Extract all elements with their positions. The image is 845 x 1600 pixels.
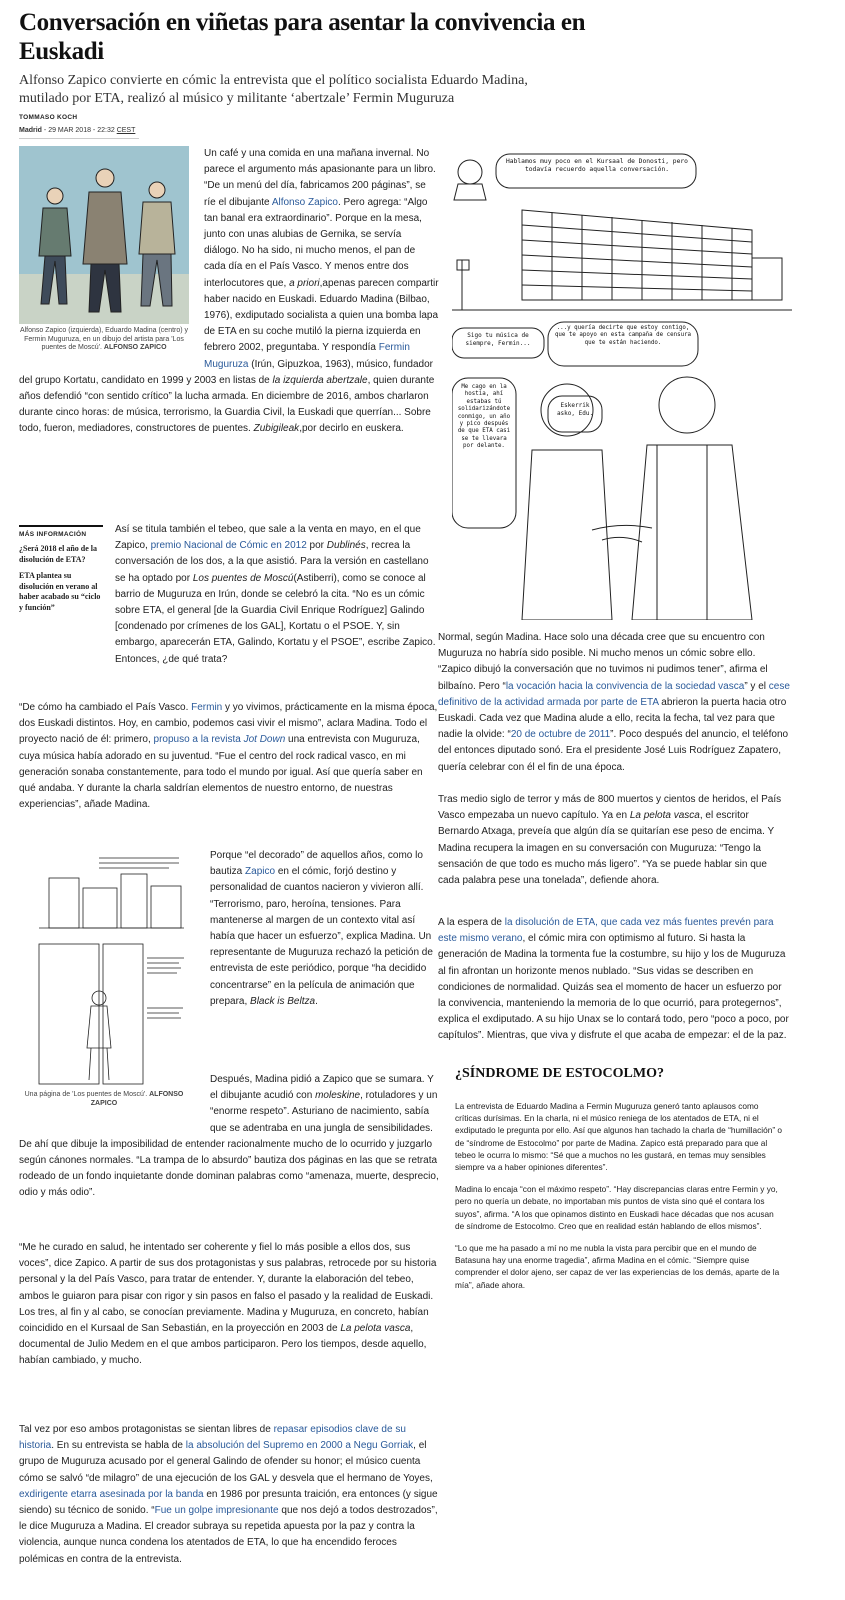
link-jot-down[interactable]: propuso a la revista Jot Down	[153, 734, 286, 746]
float-spacer	[19, 146, 204, 372]
more-info-link-1[interactable]: ¿Será 2018 el año de la disolución de ETA?	[19, 544, 97, 564]
dateline: Madrid - 29 MAR 2018 - 22:32 CEST	[19, 127, 136, 134]
link-disolucion-eta[interactable]: la disolución de ETA, que cada vez más fuentes prevén para este mismo verano	[438, 917, 774, 945]
link-fermin-muguruza[interactable]: Fermin Muguruza	[204, 342, 410, 370]
link-alfonso-zapico[interactable]: Alfonso Zapico	[271, 196, 338, 208]
paragraph-5: Después, Madina pidió a Zapico que se sumara. Y el dibujante acudió con moleskine, rotuladores y un “enorme respeto”. Asturiano de nacimiento, sabía que se adentraba en una jungla de sensibilidades. De ahí que dibuje la imposibilidad de entender racionalmente mucho de lo ocurrido y juzgarlo según cánones normales. “La trampa de lo absurdo” bautiza dos páginas en las que se retrata rodeado de un fondo inquietante donde dominan palabras como “amenaza, muerte, desprecio, odio y más odio”.	[19, 1074, 439, 1199]
paragraph-7: Tal vez por eso ambos protagonistas se sientan libres de repasar episodios clave de su historia. En su entrevista se habla de la absolución del Supremo en 2000 a Negu Gorriak, el grupo de Muguruza acusado por el general Galindo de ofender su honor; el músico cuenta cómo se salvó “de milagro” de una ejecución de los GAL y desvela que el hermano de Yoyes, exdirigente etarra asesinada por la banda en 1986 por presunta traición, era entonces (y sigue siendo) su técnico de sonido. “Fue un golpe impresionante que nos dejó a todos destrozados”, le dice Muguruza a Madina. El creador subraya su repetida apuesta por la paz y contra la violencia, aunque nunca condena los atentados de ETA, lo que ha encendido feroces polémicas en contra de la entrevista.	[19, 1424, 438, 1565]
link-20-octubre-2011[interactable]: 20 de octubre de 2011	[510, 729, 611, 741]
more-info-label: MÁS INFORMACIÓN	[19, 531, 87, 538]
bubble-1: Hablamos muy poco en el Kursaal de Donosti, pero todavía recuerdo aquella conversación.	[506, 158, 688, 173]
link-vocacion-convivencia[interactable]: la vocación hacia la convivencia de la sociedad vasca	[505, 680, 745, 692]
sidebar-paragraph-2: Madina lo encaja “con el máximo respeto”. “Hay discrepancias claras entre Fermin y yo, pero no quería un debate, no importaban mis puntos de vista sino qué el contara los suyos”, afirma. “A los que opinamos distinto en Euskadi hace décadas que nos acusan de síndrome de Estocolmo. Creo que en realidad están hablando de ellos mismos”.	[455, 1184, 778, 1231]
paragraph-r3: A la espera de la disolución de ETA, que cada vez más fuentes prevén para este mismo verano, el cómic mira con optimismo al futuro. Si hasta la generación de Madina la tormenta fue la costumbre, su hijo y los de Muguruza al fin afrontan un horizonte menos nublado. “Sus vidas se describen en condiciones de normalidad. Quizás sea el momento de hacer un esfuerzo por la convivencia, manteniendo la memoria de lo que ocurrió, para protegernos”, explica el exdiputado. A su hijo Unax se lo contará todo, pero “poco a poco, por capítulos”. Mientras, que viva y disfrute el que acaba de empezar: el de la paz.	[438, 917, 789, 1042]
paragraph-6: “Me he curado en salud, he intentado ser coherente y fiel lo más posible a ellos dos, sus voces”, dice Zapico. A partir de sus dos protagonistas y sus palabras, retrocede por su historia personal y la del País Vasco, para tratar de entender. Y, durante la elaboración del tebeo, ambos le guiaron para pisar con rigor y sin pasos en falso el pasado y la realidad de Euskadi. Los tres, al fin y al cabo, se conocían previamente. Madina y Muguruza, en concreto, habían coincidido en el Kursaal de San Sebastián, en la proyección en 2003 de La pelota vasca, documental de Julio Medem en el que ambos participaron. Pero los tiempos, desde aquello, habían cambiado, y mucho.	[19, 1242, 437, 1367]
photo2-caption: Una página de 'Los puentes de Moscú'.	[24, 1091, 148, 1098]
bubble-3: ...y quería decirte que estoy contigo, que te apoyo en esta campaña de censura que te están haciendo.	[554, 325, 692, 346]
link-fermin[interactable]: Fermin	[191, 702, 223, 713]
paragraph-r2: Tras medio siglo de terror y más de 800 muertos y cientos de heridos, el País Vasco empezaba un nuevo capítulo. Ya en La pelota vasca, el escritor Bernardo Atxaga, preveía que algún día se quitarían ese peso de encima. Y Madina recupera la imagen en su conversación con Muguruza: “Tengo la sensación de que todo es mucho más ligero”. “Ya se puede hablar sin que cada palabra pese una tonelada”, defiende ahora.	[438, 794, 782, 887]
link-zapico[interactable]: Zapico	[245, 866, 276, 878]
comic-page-illustration	[19, 848, 189, 1088]
photo1-credit: ALFONSO ZAPICO	[103, 344, 167, 351]
headline: Conversación en viñetas para asentar la convivencia en Euskadi	[19, 9, 586, 65]
link-cese-definitivo[interactable]: cese definitivo de la actividad armada por parte de ETA	[438, 680, 790, 708]
comic-illustration[interactable]	[452, 150, 792, 620]
photo-comic-page[interactable]	[19, 848, 189, 1108]
float-spacer	[19, 522, 115, 652]
divider	[19, 138, 139, 139]
link-absolucion-supremo[interactable]: la absolución del Supremo en 2000 a Negu Gorriak	[185, 1440, 414, 1452]
link-golpe-impresionante[interactable]: Fue un golpe impresionante	[154, 1505, 279, 1517]
subheadline: Alfonso Zapico convierte en cómic la entrevista que el político socialista Eduardo Madina, mutilado por ETA, realizó al músico y militante ‘abertzale’ Fermin Muguruza	[19, 73, 528, 106]
more-info-link-2[interactable]: ETA plantea su disolución en verano al haber acabado su “ciclo y función”	[19, 571, 101, 612]
date: 29 MAR 2018 - 22:32	[48, 127, 115, 134]
photo2-credit: ALFONSO ZAPICO	[90, 1091, 184, 1107]
photo1-caption: Alfonso Zapico (izquierda), Eduardo Madina (centro) y Fermin Muguruza, en un dibujo del artista para 'Los puentes de Moscú'.	[19, 327, 189, 351]
location: Madrid	[19, 127, 42, 134]
paragraph-2: Así se titula también el tebeo, que sale a la venta en mayo, en el que Zapico, premio Nacional de Cómic en 2012 por Dublinés, recrea la conversación de los dos, a la que asistió. Para la versión en castellano se ha optado por Los puentes de Moscú(Astiberri), como se conoce al barrio de Muguruza en Irún, donde se celebró la cita. “No es un cómic sobre ETA, el general [de la Guardia Civil Enrique Rodríguez] Galindo [condenado por crímenes de los GAL], Kortatu o el PSOE. Y, sin embargo, aparecerán ETA, Galindo, Kortatu y el PSOE”, escribe Zapico. Entonces, ¿de qué trata?	[19, 522, 439, 668]
paragraph-1: Un café y una comida en una mañana invernal. No parece el argumento más apasionante para un libro. “De un menú del día, fabricamos 200 páginas”, se ríe el dibujante Alfonso Zapico. Pero agrega: “Algo tan banal era extraordinario”. Porque en la mesa, junto con unas alubias de Gernika, se servía diálogo. No ha sido, ni mucho menos, el pan de cada día en el País Vasco. Y menos entre dos interlocutores que, a priori,apenas parecen compartir haber nacido en Euskadi. Eduardo Madina (Bilbao, 1976), exdiputado socialista a quien una bomba lapa de ETA en su coche mutiló la pierna izquierda en febrero 2002, preguntaba. Y respondía Fermin Muguruza (Irún, Gipuzkoa, 1963), músico, fundador del grupo Kortatu, candidato en 1999 y 2003 en listas de la izquierda abertzale, quien durante años defendió “con sentido crítico” la lucha armada. En diciembre de 2016, ambos charlaron durante cinco horas: de música, terrorismo, la Guardia Civil, la Euskadi que querrían... Sobre todo, fueron, mediadores, constructores de puentes. Zubigileak,por decirlo en euskera.	[19, 148, 439, 435]
sidebar-paragraph-3: “Lo que me ha pasado a mí no me nubla la vista para percibir que en el mundo de Batasuna hay una enorme tragedia”, afirma Madina en el cómic. “Siempre quise comprender el dolor ajeno, ser capaz de ver las experiencias de los demás, aparte de la mía”, añade ahora.	[455, 1243, 780, 1290]
paragraph-r1: Normal, según Madina. Hace solo una década cree que su encuentro con Muguruza no habría sido posible. Ni mucho menos un cómic sobre ello. “Zapico dibujó la conversación que no tuvimos ni pudimos tener”, afirma el bilbaíno. Pero “la vocación hacia la convivencia de la sociedad vasca” y el cese definitivo de la actividad armada por parte de ETA abrieron la puerta hacia otro Euskadi. Cada vez que Madina alude a ello, recita la fecha, tal vez para que nadie la olvide: “20 de octubre de 2011”. Poco después del anuncio, el teléfono del entonces diputado sonó. Era el presidente José Luis Rodríguez Zapatero, quería celebrar con él el fin de una época.	[438, 632, 790, 773]
bubble-2: Sigo tu música de siempre, Fermin...	[465, 332, 531, 347]
author-link[interactable]: TOMMASO KOCH	[19, 114, 78, 121]
timezone: CEST	[116, 127, 136, 134]
sidebar-paragraph-1: La entrevista de Eduardo Madina a Fermin Muguruza generó tanto aplausos como críticas durísimas. En la charla, ni el músico reniega de los atentados de ETA, ni el exdiputado le pregunta por ello. Así que algunos han tachado la charla de “humillación” o de “síndrome de Estocolmo” por parte de Madina. Zapico está preparado para que al tebeo le ocurra lo mismo: “Sé que a muchos no les gustará, en temas muy sensibles siempre va a haber opiniones diferentes”.	[455, 1101, 783, 1173]
sidebar-title: ¿SÍNDROME DE ESTOCOLMO?	[455, 1066, 664, 1081]
bubble-5: Eskerrik asko, Edu.	[556, 402, 594, 417]
link-exdirigente-etarra[interactable]: exdirigente etarra asesinada por la banda	[19, 1488, 204, 1500]
paragraph-3: “De cómo ha cambiado el País Vasco. Fermin y yo vivimos, prácticamente en la misma época, dos Euskadi distintos. Hoy, en cambio, podemos casi vivir el mismo”, aclara Madina. Todo el proyecto nació de él: primero, propuso a la revista Jot Down una entrevista con Muguruza, cuya música había adorado en su juventud. “Fue el centro del rock radical vasco, en mi generación sonaba constantemente, para todo el mundo por igual. Así que quería saber en qué andaba. Y durante la charla saldrían elementos de nuestro entorno, de nuestras experiencias”, añade Madina.	[19, 702, 438, 811]
paragraph-4: Porque “el decorado” de aquellos años, como lo bautiza Zapico en el cómic, forjó destino y personalidad de cuantos nacieron y vivieron allí. “Terrorismo, paro, heroína, tensiones. Para mantenerse al margen de un contexto vital así había que hacer un esfuerzo”, explica Madina. Un representante de Muguruza rechazó la petición de entrevista de este periódico, porque “ha decidido concentrarse” en la película de animación que prepara, Black is Beltza.	[210, 850, 433, 1007]
float-spacer	[19, 1072, 210, 1136]
bubble-4: Me cago en la hostia, ahí estabas tú solidarizándote conmigo, un año y pico después de que ETA casi se te llevara por delante.	[457, 384, 511, 450]
link-repasar-episodios[interactable]: repasar episodios clave de su historia	[19, 1424, 406, 1452]
sidebar-box	[455, 1066, 785, 1301]
link-premio-nacional[interactable]: premio Nacional de Cómic en 2012	[150, 540, 307, 552]
